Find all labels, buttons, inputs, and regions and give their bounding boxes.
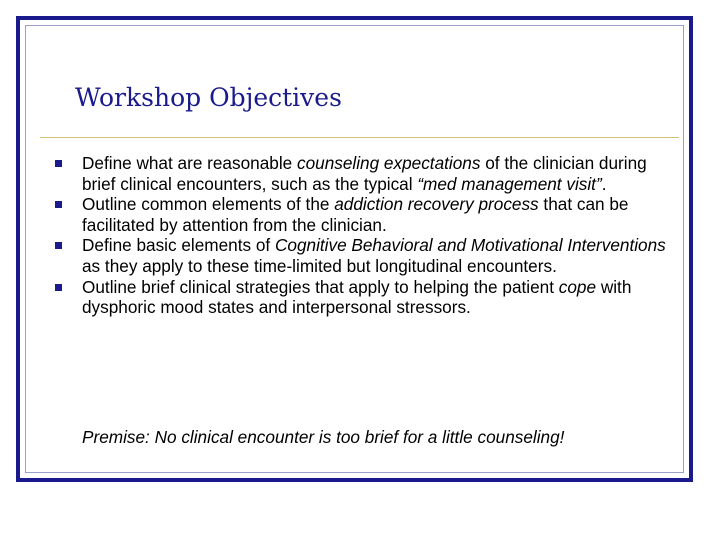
- square-bullet-icon: [55, 284, 62, 291]
- premise-text: Premise: No clinical encounter is too brief for a little counseling!: [82, 427, 565, 447]
- square-bullet-icon: [55, 242, 62, 249]
- list-item: [54, 194, 674, 235]
- slide-frame: [16, 16, 693, 482]
- square-bullet-icon: [55, 160, 62, 167]
- square-bullet-icon: [55, 201, 62, 208]
- title-divider: [40, 137, 679, 138]
- slide-title: Workshop Objectives: [75, 83, 342, 112]
- list-item: [54, 277, 674, 318]
- list-item: [54, 153, 674, 194]
- list-item: [54, 235, 674, 276]
- bullet-text: Outline brief clinical strategies that apply to helping the patient cope with dysphoric mood states and interpersonal stressors.: [82, 276, 632, 318]
- bullet-text: Define basic elements of Cognitive Behavioral and Motivational Interventions as they apply to these time-limited but longitudinal encounters.: [82, 235, 666, 276]
- bullet-text: Define what are reasonable counseling expectations of the clinician during brief clinical encounters, such as the typical “med management visit”.: [82, 153, 647, 194]
- objectives-list: [54, 153, 674, 318]
- bullet-text: Outline common elements of the addiction recovery process that can be facilitated by attention from the clinician.: [82, 194, 629, 235]
